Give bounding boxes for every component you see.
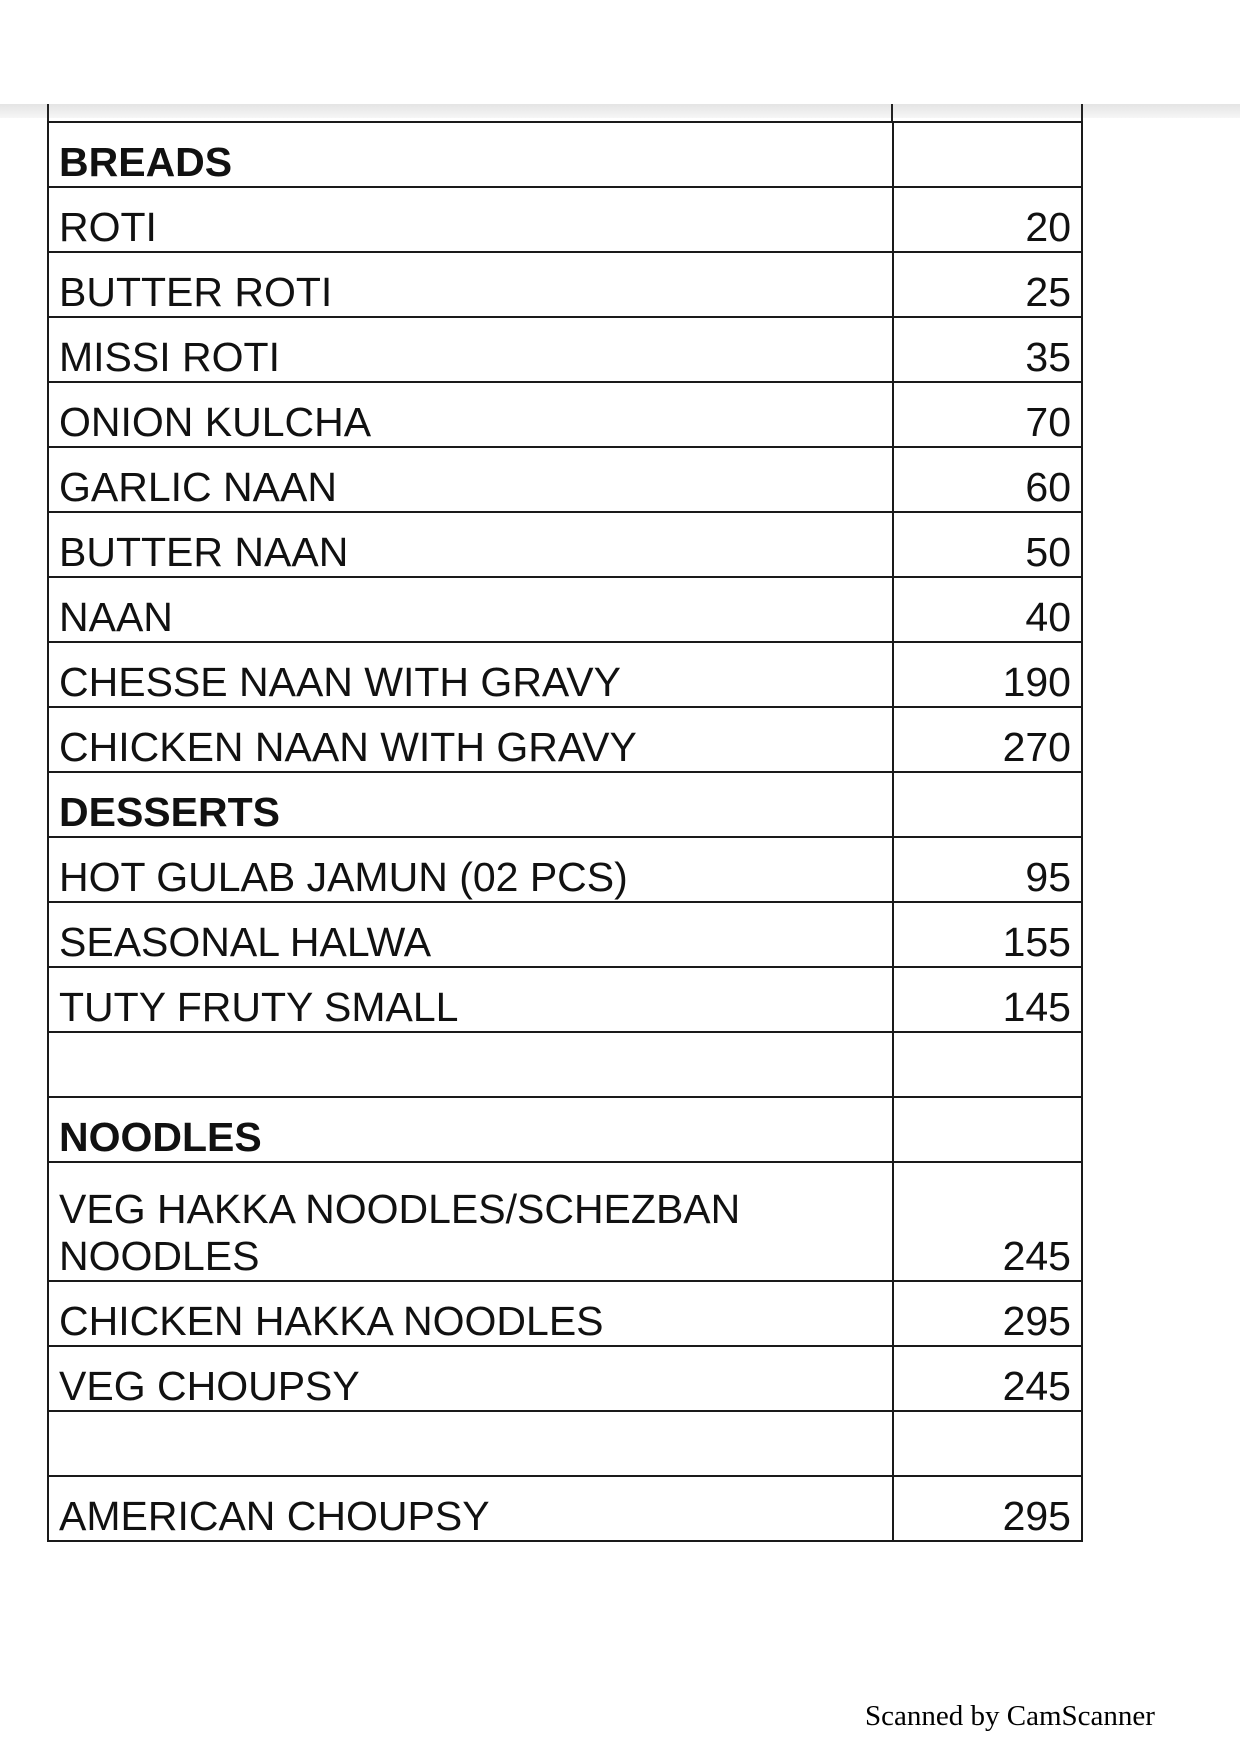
item-name: GARLIC NAAN	[48, 447, 893, 512]
section-title: BREADS	[48, 122, 893, 187]
menu-table	[47, 121, 1083, 1542]
item-price: 35	[893, 317, 1082, 382]
item-name: CHESSE NAAN WITH GRAVY	[48, 642, 893, 707]
item-price: 190	[893, 642, 1082, 707]
item-name	[48, 1411, 893, 1476]
item-price	[893, 772, 1082, 837]
item-price	[893, 122, 1082, 187]
item-price: 155	[893, 902, 1082, 967]
menu-item-row	[48, 187, 1082, 252]
item-name: HOT GULAB JAMUN (02 PCS)	[48, 837, 893, 902]
item-name: SEASONAL HALWA	[48, 902, 893, 967]
item-price	[893, 1097, 1082, 1162]
section-title: DESSERTS	[48, 772, 893, 837]
item-price: 245	[893, 1346, 1082, 1411]
item-name: VEG CHOUPSY	[48, 1346, 893, 1411]
menu-item-row	[48, 382, 1082, 447]
top-page-edge	[0, 104, 1240, 118]
menu-item-row	[48, 707, 1082, 772]
empty-row	[48, 1032, 1082, 1097]
menu-item-row	[48, 447, 1082, 512]
item-price: 270	[893, 707, 1082, 772]
item-price: 25	[893, 252, 1082, 317]
item-name: TUTY FRUTY SMALL	[48, 967, 893, 1032]
menu-item-row	[48, 642, 1082, 707]
item-name: VEG HAKKA NOODLES/SCHEZBAN NOODLES	[48, 1162, 893, 1281]
section-header-row	[48, 772, 1082, 837]
item-name: ONION KULCHA	[48, 382, 893, 447]
menu-item-row	[48, 837, 1082, 902]
menu-item-row	[48, 252, 1082, 317]
item-name: MISSI ROTI	[48, 317, 893, 382]
menu-item-row	[48, 512, 1082, 577]
item-name: CHICKEN NAAN WITH GRAVY	[48, 707, 893, 772]
menu-item-row	[48, 902, 1082, 967]
menu-item-row	[48, 1346, 1082, 1411]
item-name: AMERICAN CHOUPSY	[48, 1476, 893, 1541]
item-price: 295	[893, 1476, 1082, 1541]
column-border	[47, 104, 49, 121]
item-name: CHICKEN HAKKA NOODLES	[48, 1281, 893, 1346]
item-name: BUTTER NAAN	[48, 512, 893, 577]
item-price: 70	[893, 382, 1082, 447]
menu-item-row	[48, 1162, 1082, 1281]
section-header-row	[48, 1097, 1082, 1162]
item-name: BUTTER ROTI	[48, 252, 893, 317]
menu-item-row	[48, 577, 1082, 642]
item-price	[893, 1032, 1082, 1097]
item-price: 50	[893, 512, 1082, 577]
menu-item-row	[48, 1476, 1082, 1541]
menu-item-row	[48, 1281, 1082, 1346]
item-price: 40	[893, 577, 1082, 642]
menu-item-row	[48, 967, 1082, 1032]
item-name	[48, 1032, 893, 1097]
item-price: 245	[893, 1162, 1082, 1281]
item-price	[893, 1411, 1082, 1476]
column-border	[1081, 104, 1083, 121]
section-title: NOODLES	[48, 1097, 893, 1162]
item-price: 60	[893, 447, 1082, 512]
item-name: ROTI	[48, 187, 893, 252]
item-price: 145	[893, 967, 1082, 1032]
item-price: 95	[893, 837, 1082, 902]
scanner-watermark: Scanned by CamScanner	[865, 1700, 1155, 1732]
empty-row	[48, 1411, 1082, 1476]
item-price: 20	[893, 187, 1082, 252]
menu-item-row	[48, 317, 1082, 382]
column-border	[891, 104, 893, 121]
section-header-row	[48, 122, 1082, 187]
item-name: NAAN	[48, 577, 893, 642]
item-price: 295	[893, 1281, 1082, 1346]
